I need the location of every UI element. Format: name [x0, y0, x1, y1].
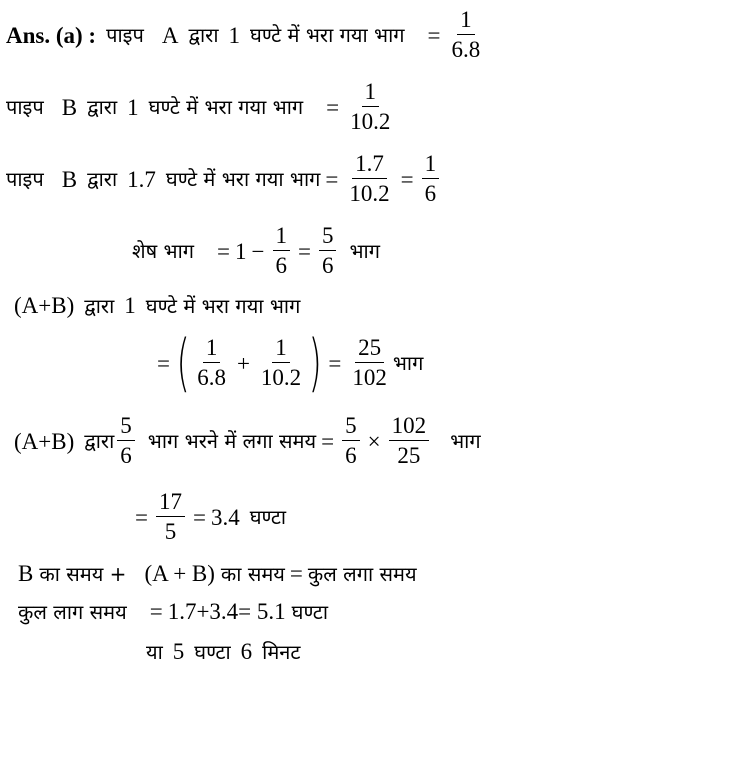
text-hour: घण्टा	[249, 505, 287, 530]
denominator: 6.8	[451, 37, 481, 63]
numerator: 1	[273, 224, 291, 251]
text-part-filled: घण्टे में भरा गया भाग	[148, 95, 304, 120]
line-7	[14, 414, 481, 468]
equals-sign: =	[217, 238, 231, 264]
left-paren: (	[176, 326, 190, 399]
numerator: 1	[203, 336, 221, 363]
text-part: भाग	[349, 239, 380, 264]
equals-sign: =	[400, 166, 414, 192]
fraction-1-over-10-2	[347, 80, 393, 134]
equals-sign: =	[149, 599, 163, 624]
line-2	[6, 80, 396, 134]
line-3	[6, 152, 442, 206]
numerator: 5	[117, 414, 135, 441]
text-pipe: पाइप	[6, 95, 44, 120]
numerator: 1	[362, 80, 380, 107]
denominator: 25	[397, 443, 421, 469]
value-hours: 3.4	[210, 504, 240, 530]
equals-sign: =	[328, 350, 342, 376]
text-part-filled: घण्टे में भरा गया भाग	[165, 167, 321, 192]
expression-sum: 1.7+3.4= 5.1	[167, 599, 286, 624]
equals-sign: =	[135, 504, 148, 530]
numerator: 1	[272, 336, 290, 363]
times-sign: ×	[367, 428, 381, 454]
fraction-1-over-6-8	[194, 336, 229, 390]
text-a-plus-b: (A+B)	[14, 293, 75, 318]
line-6	[152, 326, 424, 399]
text-time-taken: भाग भरने में लगा समय	[147, 429, 317, 454]
denominator: 6	[424, 181, 437, 207]
numerator: 1	[457, 8, 475, 35]
text-one: 1	[228, 22, 240, 48]
text-pipe-a: A	[161, 22, 179, 48]
line-8	[130, 490, 286, 544]
text-part-filled: घण्टे में भरा गया भाग	[250, 23, 405, 48]
value-six: 6	[240, 639, 253, 664]
text-minute: मिनट	[262, 639, 301, 664]
numerator: 5	[342, 414, 360, 441]
fraction-5-over-6	[342, 414, 360, 468]
denominator: 6	[321, 253, 334, 279]
denominator: 6	[345, 443, 357, 469]
denominator: 10.2	[349, 181, 390, 207]
text-time-of: का समय	[220, 561, 285, 586]
value-one: 1	[235, 238, 247, 264]
denominator: 102	[352, 365, 387, 390]
denominator: 6.8	[197, 365, 226, 390]
text-pipe: पाइप	[6, 167, 44, 192]
line-4	[132, 224, 380, 278]
text-by: द्वारा	[188, 23, 219, 48]
equals-sign: =	[427, 22, 441, 48]
text-b: B	[18, 561, 34, 586]
denominator: 5	[164, 519, 177, 545]
denominator: 6	[120, 443, 132, 469]
text-hour: घण्टा	[291, 599, 329, 624]
plus-sign: +	[236, 350, 250, 376]
text-one: 1	[127, 94, 139, 120]
answer-label: Ans. (a) :	[6, 22, 97, 48]
fraction-5-over-6	[319, 224, 337, 278]
line-1	[6, 8, 486, 62]
text-remaining-part: शेष भाग	[132, 239, 195, 264]
denominator: 10.2	[350, 109, 391, 135]
text-part-filled: घण्टे में भरा गया भाग	[145, 293, 301, 318]
text-pipe: पाइप	[106, 23, 144, 48]
text-a-plus-b: (A + B)	[144, 561, 215, 586]
text-by: द्वारा	[87, 95, 118, 120]
minus-sign: −	[251, 238, 265, 264]
text-time-of-b-plus: का समय +	[39, 561, 127, 586]
text-part: भाग	[392, 351, 424, 375]
fraction-1-over-6-8	[449, 8, 484, 62]
equals-sign: =	[298, 238, 311, 264]
equals-sign: =	[321, 428, 335, 454]
text-hours-value: 1.7	[127, 166, 156, 192]
text-part: भाग	[450, 429, 481, 454]
line-5	[14, 294, 300, 317]
fraction-25-over-102	[349, 336, 390, 390]
equals-sign: =	[325, 166, 339, 192]
text-hour: घण्टा	[194, 639, 231, 664]
fraction-1-over-6	[273, 224, 291, 278]
right-paren: )	[308, 326, 322, 399]
equals-sign: =	[192, 504, 206, 530]
numerator: 25	[355, 336, 384, 363]
denominator: 6	[275, 253, 287, 279]
equals-sign: =	[326, 94, 340, 120]
text-total-time: कुल लाग समय	[18, 599, 127, 624]
line-10	[18, 600, 328, 623]
text-pipe-b: B	[61, 166, 78, 192]
text-or: या	[146, 639, 163, 664]
fraction-1-over-10-2	[258, 336, 304, 390]
numerator: 5	[319, 224, 337, 251]
text-total-time: कुल लगा समय	[307, 561, 417, 586]
fraction-1-7-over-10-2	[346, 152, 392, 206]
fraction-17-over-5	[156, 490, 185, 544]
text-a-plus-b: (A+B)	[14, 428, 75, 454]
fraction-102-over-25	[389, 414, 430, 468]
numerator: 17	[156, 490, 185, 517]
equals-sign: =	[289, 561, 303, 586]
fraction-1-over-6	[422, 152, 440, 206]
line-11	[146, 640, 300, 663]
text-by: द्वारा	[84, 293, 115, 318]
text-pipe-b: B	[61, 94, 78, 120]
denominator: 10.2	[260, 365, 302, 390]
fraction-5-over-6	[117, 414, 135, 468]
numerator: 1.7	[352, 152, 387, 179]
value-five: 5	[172, 639, 185, 664]
equals-sign: =	[157, 350, 170, 376]
text-by: द्वारा	[84, 429, 115, 454]
text-one: 1	[124, 293, 136, 318]
numerator: 102	[389, 414, 430, 441]
text-by: द्वारा	[87, 167, 118, 192]
line-9	[18, 562, 417, 585]
numerator: 1	[422, 152, 440, 179]
